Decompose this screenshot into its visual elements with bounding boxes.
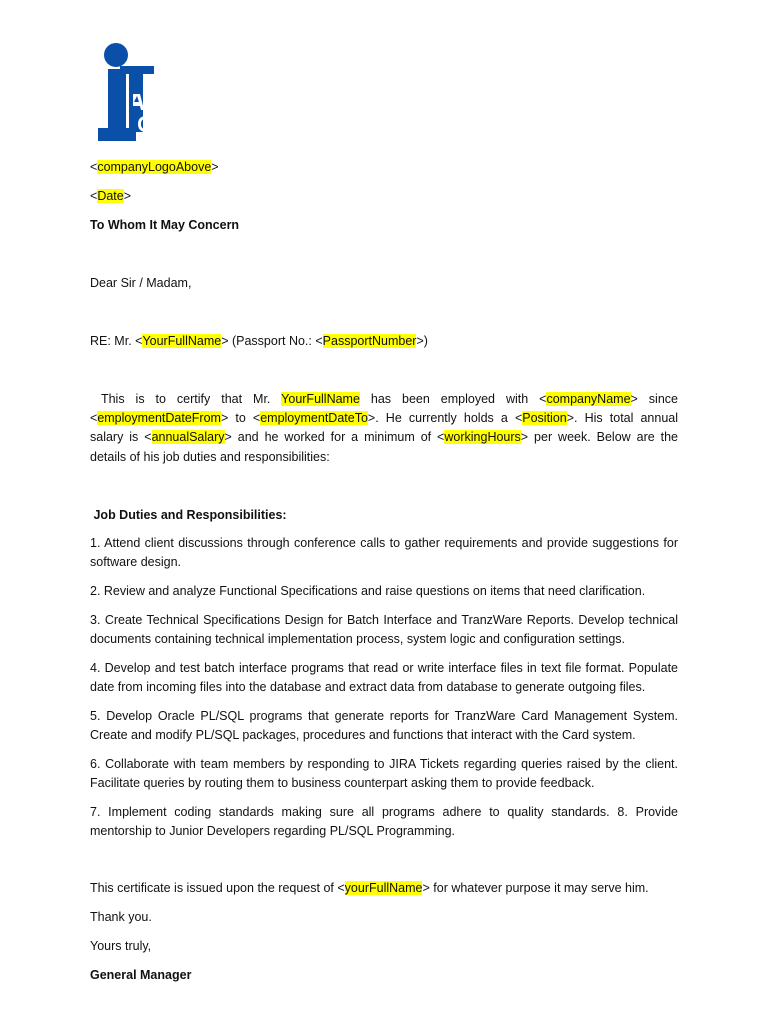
re-line: RE: Mr. <YourFullName> (Passport No.: <PassportNumber>) [90,334,428,348]
duty-item: 6. Collaborate with team members by responding to JIRA Tickets regarding queries raised by the client. Facilitate queries by routing them to business counterpart asking them to provide feedback. [90,757,678,791]
full-name-placeholder: YourFullName [142,334,222,348]
body-text-3: since [648,392,678,406]
body-text-4: to [235,411,246,426]
passport-number-placeholder: PassportNumber [322,334,417,348]
full-name-placeholder: YourFullName [281,392,360,406]
body-text-7: and he worked for a minimum of [237,430,432,445]
signatory: General Manager [90,968,192,982]
body-paragraph: This is to certify that Mr. YourFullName has been employed with <companyName> since <employmentDateFrom> to <employmentDateTo>. He currently holds a <Position>. His total annual salary is <annualSalary> and he worked for a minimum of <workingHours> per week. Below are the details of his job duties and responsibilities: [90,392,679,464]
body-text-5: . He currently holds a [375,411,508,426]
company-logo-placeholder-line: <companyLogoAbove> [90,160,219,174]
body-text-8: per week. Below are the details of his job duties and responsibilities: [90,430,679,464]
position-placeholder: Position [522,411,567,426]
closing-text-2: for whatever purpose it may serve him. [433,881,649,895]
body-text-6: . His total annual salary is [90,411,679,445]
greeting: Dear Sir / Madam, [90,276,192,290]
sign-off: Yours truly, [90,939,152,953]
thanks: Thank you. [90,910,152,924]
body-text-1: This is to certify that Mr. [100,392,271,406]
working-hours-placeholder: workingHours [444,430,521,445]
duty-item: 5. Develop Oracle PL/SQL programs that generate reports for TranzWare Card Management System. Create and modify PL/SQL packages, procedures and functions that interact with the Card system. [90,709,678,743]
salutation-heading: To Whom It May Concern [90,218,240,232]
re-prefix: RE: Mr. [90,334,132,348]
duty-item: 2. Review and analyze Functional Specifications and raise questions on items that need clarification. [90,584,646,598]
passport-label: (Passport No.: [231,334,312,348]
date-placeholder: Date [97,189,124,203]
company-logo-placeholder: companyLogoAbove [97,160,212,174]
ita-logo-icon [96,42,156,144]
duty-item: 4. Develop and test batch interface programs that read or write interface files in text file format. Populate date from incoming files into the database and extract data from database to generate outgoing files. [90,661,678,695]
closing-text-1: This certificate is issued upon the request of [90,881,334,895]
duties-heading-text: Job Duties and Responsibilities: [93,508,287,522]
closing-line: This certificate is issued upon the request of <yourFullName> for whatever purpose it may serve him. [90,881,649,895]
duty-item: 3. Create Technical Specifications Design for Batch Interface and TranzWare Reports. Develop technical documents containing technical implementation process, system logic and configuration settings. [90,613,678,647]
date-line: <Date> [90,189,132,203]
body-text-2: has been employed with [370,392,529,406]
duty-item: 1. Attend client discussions through conference calls to gather requirements and provide suggestions for software design. [90,536,678,570]
employment-date-to-placeholder: employmentDateTo [260,411,368,426]
duties-heading [90,506,287,525]
duty-item: 7. Implement coding standards making sure all programs adhere to quality standards. 8. Provide mentorship to Junior Developers regarding PL/SQL Programming. [90,805,678,839]
company-name-placeholder: companyName [546,392,631,406]
annual-salary-placeholder: annualSalary [151,430,225,445]
employment-date-from-placeholder: employmentDateFrom [97,411,221,426]
full-name-lower-placeholder: yourFullName [344,881,423,895]
